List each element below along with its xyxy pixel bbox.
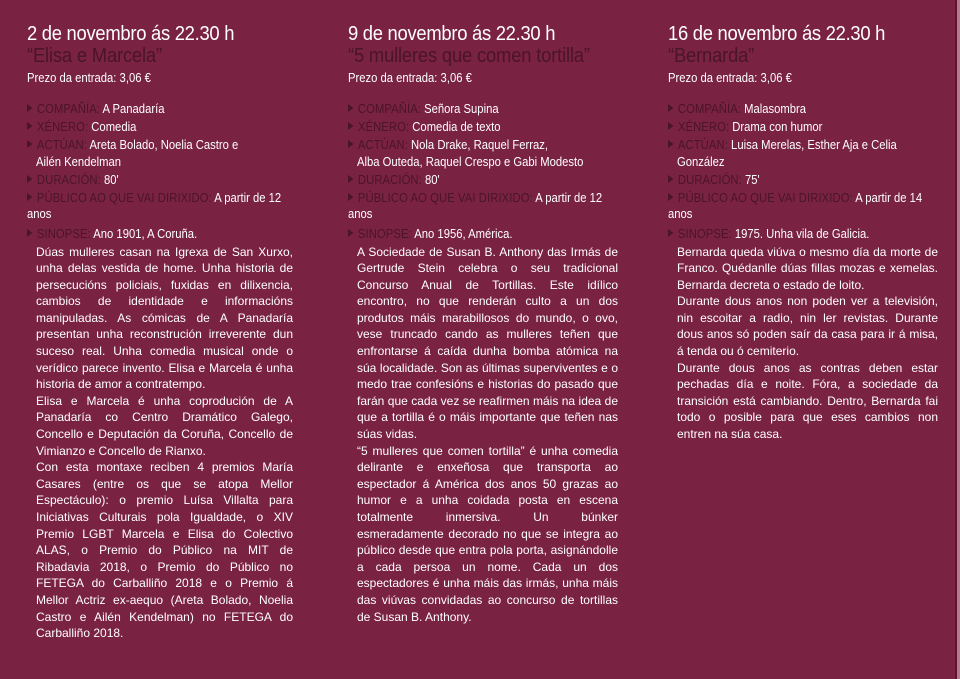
synopsis-paragraph: “5 mulleres que comen tortilla” é unha comedia delirante e enxeñosa que transporta ao espectador á América dos anos 50 grazas ao humor e a unha coidada posta en escena totalmente inmersiva. Un búnker esmeradamente decorado no que se integra ao público desde que entra pola porta, asignándolle a cada persoa un nome. Cada un dos espectadores é unha máis das irmás, unha máis das viúvas convidadas ao concurso de tortillas de Susan B. Anthony. [357,443,618,624]
synopsis-paragraph: Durante dous anos as contras deben estar pechadas día e noite. Fóra, a sociedade da transición está cambiando. Dentro, Bernarda fai todo o posible para que eses cambios non entren na súa casa. [677,360,938,442]
fact-value: A partir de 12 anos [348,190,603,221]
synopsis-paragraph: Durante dous anos non poden ver a televisión, nin escoitar a radio, nin ler revistas. Durante dous anos só poden saír da casa para ir á misa, á tenda ou ó cemiterio. [677,294,938,359]
synopsis-text [27,244,293,642]
synopsis-paragraph: Bernarda queda viúva o mesmo día da morte de Franco. Quédanlle dúas fillas mozas e xemelas. Bernarda decreta o estado de loito. [677,244,938,292]
fact-label: DURACIÓN: [357,172,422,187]
fact-audience [27,190,293,223]
fact-label: ACTÚAN: [357,138,408,152]
triangle-bullet-icon [668,229,673,237]
triangle-bullet-icon [668,104,673,112]
event-column-3 [668,22,938,443]
fact-cast [27,137,293,170]
fact-label: PÚBLICO AO QUE VAI DIRIXIDO: [36,190,212,205]
fact-company [348,101,618,118]
fact-genre [668,119,938,136]
fact-duration [348,172,618,189]
fact-value: Comedia de texto [412,120,501,134]
triangle-bullet-icon [348,193,353,201]
fact-label: DURACIÓN: [677,172,742,187]
ticket-price: Prezo da entrada: 3,06 € [668,71,792,85]
fact-label: COMPAÑÍA: [357,102,422,116]
fact-synopsis [27,226,293,243]
fact-value: Comedia [91,120,137,134]
fact-value: A Panadaría [102,102,165,116]
fact-label: PÚBLICO AO QUE VAI DIRIXIDO: [677,190,853,205]
fact-value: Señora Supina [424,102,499,116]
synopsis-paragraph: Dúas mulleres casan na Igrexa de San Xurxo, unha delas vestida de home. Unha historia de persecucións policiais, fuxidas en dilixencia, cambios de identidade e informacións manipuladas. As cómicas de A Panadaría presentan unha reconstrución irreverente dun suceso real. Unha comedia musical onde o verídico parece invento. Elisa e Marcela é unha historia de amor a contratempo. [36,244,293,392]
event-title: “Bernarda” [668,45,755,67]
triangle-bullet-icon [668,140,673,148]
triangle-bullet-icon [27,104,32,112]
ticket-price: Prezo da entrada: 3,06 € [27,71,151,85]
synopsis-text [348,244,618,626]
fact-value: Ano 1956, América. [414,226,513,241]
triangle-bullet-icon [27,229,32,237]
fact-value: A partir de 14 anos [668,190,923,221]
fact-value: Drama con humor [732,120,823,134]
event-facts [348,101,618,242]
fact-cast [348,137,618,170]
fact-label: XÉNERO: [357,120,410,134]
event-title: “5 mulleres que comen tortilla” [348,45,590,67]
triangle-bullet-icon [668,193,673,201]
fact-label: ACTÚAN: [36,138,87,152]
triangle-bullet-icon [348,104,353,112]
triangle-bullet-icon [348,122,353,130]
fact-value-continued: Alba Outeda, Raquel Crespo e Gabi Modesto [357,154,584,169]
event-date: 9 de novembro ás 22.30 h [348,23,556,45]
triangle-bullet-icon [668,175,673,183]
fact-value: Luisa Merelas, Esther Aja e Celia [731,138,897,152]
triangle-bullet-icon [348,175,353,183]
event-date: 2 de novembro ás 22.30 h [27,23,235,45]
triangle-bullet-icon [348,140,353,148]
fact-value: Nola Drake, Raquel Ferraz, [411,138,548,152]
triangle-bullet-icon [27,122,32,130]
triangle-bullet-icon [348,229,353,237]
fact-label: SINOPSE: [357,226,412,241]
fact-value: 80' [424,172,440,187]
triangle-bullet-icon [668,122,673,130]
fact-label: XÉNERO: [36,120,89,134]
synopsis-text [668,244,938,443]
fact-label: DURACIÓN: [36,172,101,187]
fact-value: Areta Bolado, Noelia Castro e [89,138,239,152]
event-column-1 [27,22,293,642]
fact-label: SINOPSE: [677,226,732,241]
fact-synopsis [348,226,618,243]
fact-company [27,101,293,118]
fact-label: COMPAÑÍA: [677,102,742,116]
fact-label: XÉNERO: [677,120,730,134]
synopsis-paragraph: A Sociedade de Susan B. Anthony das Irmás de Gertrude Stein celebra o seu tradicional Concurso Anual de Tortillas. Este idílico encontro, no que renderán culto a un dos produtos máis marabillosos do mundo, o ovo, vese truncado cando as mulleres teñen que enfrontarse á caída dunha bomba atómica na súa localidade. Son as últimas superviventes e o medo trae confesións e historias do pasado que farán que cada vez se reafirmen máis na idea de que a tortilla é o máis importante que teñen nas súas vidas. [357,244,618,442]
event-date: 16 de novembro ás 22.30 h [668,23,886,45]
event-facts [668,101,938,242]
fact-duration [27,172,293,189]
fact-duration [668,172,938,189]
triangle-bullet-icon [27,175,32,183]
event-column-2 [348,22,618,625]
fact-label: SINOPSE: [36,226,91,241]
event-title: “Elisa e Marcela” [27,45,162,67]
triangle-bullet-icon [27,140,32,148]
fact-value: A partir de 12 anos [27,190,282,221]
fact-label: PÚBLICO AO QUE VAI DIRIXIDO: [357,190,533,205]
synopsis-paragraph: Con esta montaxe reciben 4 premios María Casares (entre os que se atopa Mellor Espectáculo): o premio Luísa Villalta para Iniciativas Culturais pola Igualdade, o XIV Premio LGBT Marcela e Elisa do Colectivo ALAS, o Premio do Público na MIT de Ribadavia 2018, o Premio do Público no FETEGA do Carballiño 2018 e o Premio á Mellor Actriz ex-aequo (Areta Bolado, Noelia Castro e Ailén Kendelman) no FETEGA do Carballiño 2018. [36,460,293,641]
fact-value: Ano 1901, A Coruña. [93,226,198,241]
triangle-bullet-icon [27,193,32,201]
fact-label: COMPAÑÍA: [36,102,101,116]
fact-synopsis [668,226,938,243]
fact-audience [668,190,938,223]
fact-value-continued: González [677,154,725,169]
fact-audience [348,190,618,223]
event-facts [27,101,293,242]
fact-cast [668,137,938,170]
fact-company [668,101,938,118]
fact-label: ACTÚAN: [677,138,728,152]
fact-value: 80' [103,172,119,187]
fact-value: Malasombra [744,102,807,116]
fact-value: 1975. Unha vila de Galicia. [734,226,870,241]
ticket-price: Prezo da entrada: 3,06 € [348,71,472,85]
fact-value: 75' [744,172,760,187]
synopsis-paragraph: Elisa e Marcela é unha coprodución de A Panadaría co Centro Dramático Galego, Concello e Deputación da Coruña, Concello de Vimianzo e Concello de Rianxo. [36,393,293,458]
fact-genre [348,119,618,136]
fact-value-continued: Ailén Kendelman [36,154,122,169]
fact-genre [27,119,293,136]
